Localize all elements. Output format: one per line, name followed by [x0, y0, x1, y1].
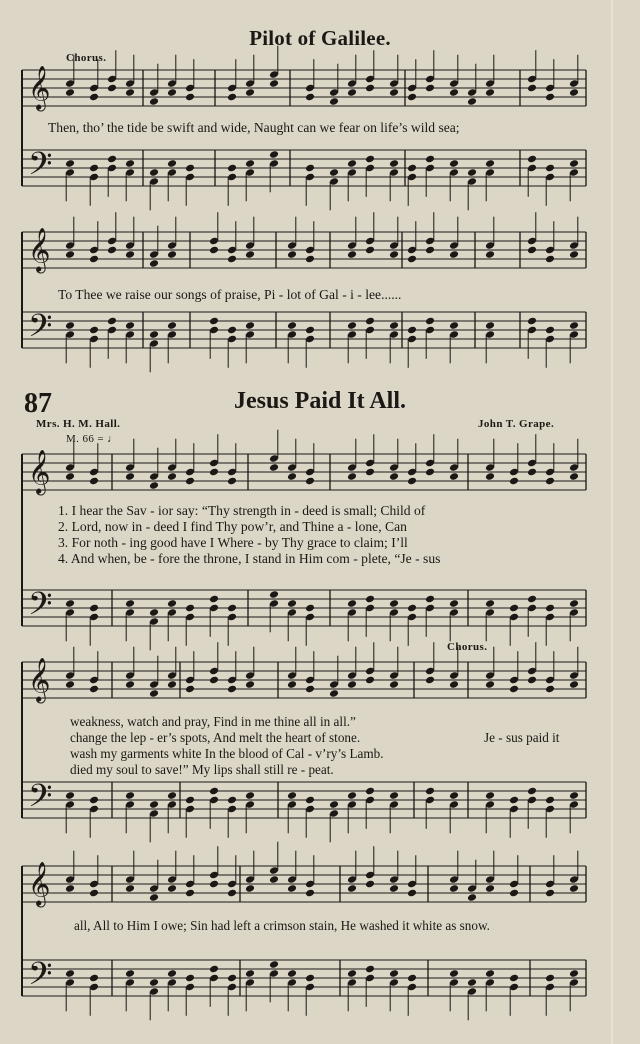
- note-head: [227, 685, 237, 694]
- clef-icon: 𝄢: [28, 307, 53, 352]
- note-head: [167, 969, 177, 978]
- note-head: [425, 787, 435, 796]
- note-head: [569, 159, 579, 168]
- note-head: [65, 159, 75, 168]
- note-head: [245, 88, 255, 97]
- clef-icon: 𝄞: [28, 227, 51, 272]
- note-head: [329, 168, 339, 177]
- note-head: [287, 250, 297, 259]
- note-head: [527, 317, 537, 326]
- note-head: [245, 969, 255, 978]
- note-head: [209, 965, 219, 974]
- note-head: [305, 685, 315, 694]
- note-head: [485, 791, 495, 800]
- note-head: [485, 599, 495, 608]
- note-head: [545, 685, 555, 694]
- note-head: [389, 159, 399, 168]
- note-head: [449, 472, 459, 481]
- tempo-marking: M. 66 = ♩: [66, 433, 119, 445]
- note-head: [227, 326, 237, 335]
- note-head: [527, 787, 537, 796]
- note-head: [407, 93, 417, 102]
- note-head: [389, 680, 399, 689]
- note-head: [167, 472, 177, 481]
- note-head: [149, 978, 159, 987]
- note-head: [227, 164, 237, 173]
- note-head: [449, 884, 459, 893]
- note-head: [365, 317, 375, 326]
- note-head: [167, 884, 177, 893]
- note-head: [149, 608, 159, 617]
- note-head: [449, 599, 459, 608]
- note-head: [389, 88, 399, 97]
- verse-2-line-b: change the lep - er’s spots, And melt the heart of stone.: [70, 730, 361, 745]
- note-head: [185, 796, 195, 805]
- note-head: [485, 159, 495, 168]
- chorus-opening-words: Je - sus paid it: [484, 730, 560, 745]
- note-head: [545, 604, 555, 613]
- note-head: [167, 791, 177, 800]
- note-head: [527, 155, 537, 164]
- note-head: [185, 164, 195, 173]
- note-head: [227, 796, 237, 805]
- note-head: [509, 685, 519, 694]
- note-head: [125, 791, 135, 800]
- note-head: [329, 97, 339, 106]
- note-head: [287, 599, 297, 608]
- note-head: [365, 595, 375, 604]
- note-head: [167, 250, 177, 259]
- note-head: [185, 974, 195, 983]
- note-head: [305, 477, 315, 486]
- note-head: [89, 477, 99, 486]
- note-head: [305, 255, 315, 264]
- note-head: [407, 326, 417, 335]
- note-head: [209, 246, 219, 255]
- note-head: [569, 599, 579, 608]
- note-head: [347, 680, 357, 689]
- note-head: [407, 255, 417, 264]
- note-head: [545, 477, 555, 486]
- note-head: [509, 796, 519, 805]
- note-head: [365, 155, 375, 164]
- note-head: [65, 884, 75, 893]
- note-head: [125, 159, 135, 168]
- note-head: [65, 250, 75, 259]
- note-head: [89, 93, 99, 102]
- hymn2-author: Mrs. H. M. Hall.: [36, 418, 121, 430]
- note-head: [125, 599, 135, 608]
- verse-3-line-b: wash my garments white In the blood of Cal - v’ry’s Lamb.: [70, 746, 384, 761]
- note-head: [407, 164, 417, 173]
- note-head: [227, 889, 237, 898]
- note-head: [425, 468, 435, 477]
- note-head: [209, 317, 219, 326]
- note-head: [569, 472, 579, 481]
- note-head: [89, 326, 99, 335]
- note-head: [425, 595, 435, 604]
- note-head: [287, 884, 297, 893]
- clef-icon: 𝄞: [28, 861, 51, 906]
- note-head: [269, 960, 279, 969]
- note-head: [305, 796, 315, 805]
- note-head: [269, 79, 279, 88]
- note-head: [545, 93, 555, 102]
- note-head: [425, 155, 435, 164]
- note-head: [527, 595, 537, 604]
- note-head: [89, 685, 99, 694]
- note-head: [269, 463, 279, 472]
- note-head: [569, 250, 579, 259]
- note-head: [305, 974, 315, 983]
- note-head: [389, 599, 399, 608]
- note-head: [125, 321, 135, 330]
- note-head: [545, 326, 555, 335]
- note-head: [509, 604, 519, 613]
- note-head: [245, 250, 255, 259]
- note-head: [509, 477, 519, 486]
- note-head: [449, 680, 459, 689]
- note-head: [65, 791, 75, 800]
- note-head: [287, 472, 297, 481]
- note-head: [209, 880, 219, 889]
- note-head: [329, 800, 339, 809]
- note-head: [569, 969, 579, 978]
- note-head: [167, 159, 177, 168]
- note-head: [149, 97, 159, 106]
- hymn1-chorus-label: Chorus.: [66, 52, 107, 64]
- note-head: [107, 317, 117, 326]
- note-head: [467, 97, 477, 106]
- clef-icon: 𝄞: [28, 65, 51, 110]
- note-head: [65, 472, 75, 481]
- note-head: [389, 884, 399, 893]
- note-head: [89, 164, 99, 173]
- note-head: [449, 159, 459, 168]
- verse-3-line-a: 3. For noth - ing good have I Where - by Thy grace to claim; I’ll: [58, 535, 408, 550]
- clef-icon: 𝄞: [28, 657, 51, 702]
- chorus-lyric-line: all, All to Him I owe; Sin had left a crimson stain, He washed it white as snow.: [74, 918, 490, 933]
- note-head: [407, 477, 417, 486]
- note-head: [149, 259, 159, 268]
- note-head: [389, 250, 399, 259]
- note-head: [125, 250, 135, 259]
- note-head: [107, 246, 117, 255]
- note-head: [125, 884, 135, 893]
- note-head: [527, 84, 537, 93]
- note-head: [209, 676, 219, 685]
- note-head: [467, 978, 477, 987]
- clef-icon: 𝄢: [28, 145, 53, 190]
- verse-1-line-b: weakness, watch and pray, Find in me thine all in all.”: [70, 714, 356, 729]
- note-head: [167, 321, 177, 330]
- note-head: [347, 599, 357, 608]
- note-head: [485, 969, 495, 978]
- note-head: [89, 889, 99, 898]
- note-head: [449, 969, 459, 978]
- note-head: [125, 969, 135, 978]
- note-head: [347, 472, 357, 481]
- note-head: [65, 680, 75, 689]
- note-head: [305, 326, 315, 335]
- note-head: [347, 791, 357, 800]
- note-head: [425, 676, 435, 685]
- note-head: [287, 969, 297, 978]
- note-head: [569, 791, 579, 800]
- note-head: [167, 599, 177, 608]
- note-head: [485, 88, 495, 97]
- note-head: [485, 472, 495, 481]
- hymn1-title: Pilot of Galilee.: [249, 26, 391, 50]
- note-head: [149, 800, 159, 809]
- note-head: [185, 685, 195, 694]
- hymn2-chorus-label: Chorus.: [447, 641, 488, 653]
- note-head: [365, 84, 375, 93]
- note-head: [365, 676, 375, 685]
- note-head: [245, 321, 255, 330]
- hymn1-lyric-line-1: Then, tho’ the tide be swift and wide, Naught can we fear on life’s wild sea;: [48, 120, 460, 135]
- note-head: [365, 468, 375, 477]
- note-head: [329, 689, 339, 698]
- note-head: [347, 88, 357, 97]
- note-head: [425, 246, 435, 255]
- note-head: [449, 250, 459, 259]
- note-head: [185, 93, 195, 102]
- note-head: [389, 321, 399, 330]
- note-head: [569, 88, 579, 97]
- note-head: [509, 974, 519, 983]
- note-head: [65, 88, 75, 97]
- note-head: [269, 590, 279, 599]
- note-head: [209, 787, 219, 796]
- note-head: [569, 321, 579, 330]
- verse-4-line-b: died my soul to save!” My lips shall still re - peat.: [70, 762, 334, 777]
- note-head: [485, 884, 495, 893]
- note-head: [347, 250, 357, 259]
- note-head: [107, 155, 117, 164]
- hymn2-composer: John T. Grape.: [478, 418, 555, 430]
- note-head: [167, 88, 177, 97]
- verse-1-line-a: 1. I hear the Sav - ior say: “Thy strength in - deed is small; Child of: [58, 503, 426, 518]
- note-head: [467, 893, 477, 902]
- note-head: [527, 676, 537, 685]
- note-head: [185, 477, 195, 486]
- clef-icon: 𝄢: [28, 955, 53, 1000]
- note-head: [407, 604, 417, 613]
- note-head: [245, 680, 255, 689]
- note-head: [569, 884, 579, 893]
- note-head: [269, 875, 279, 884]
- note-head: [347, 969, 357, 978]
- note-head: [287, 321, 297, 330]
- note-head: [425, 84, 435, 93]
- note-head: [545, 164, 555, 173]
- note-head: [305, 93, 315, 102]
- note-head: [545, 974, 555, 983]
- note-head: [389, 969, 399, 978]
- verse-2-line-a: 2. Lord, now in - deed I find Thy pow’r, and Thine a - lone, Can: [58, 519, 407, 534]
- note-head: [569, 680, 579, 689]
- note-head: [449, 88, 459, 97]
- note-head: [305, 164, 315, 173]
- note-head: [227, 93, 237, 102]
- note-head: [227, 255, 237, 264]
- note-head: [347, 884, 357, 893]
- note-head: [227, 477, 237, 486]
- note-head: [107, 84, 117, 93]
- note-head: [89, 255, 99, 264]
- note-head: [545, 255, 555, 264]
- note-head: [347, 321, 357, 330]
- note-head: [365, 965, 375, 974]
- note-head: [245, 791, 255, 800]
- note-head: [209, 595, 219, 604]
- note-head: [149, 330, 159, 339]
- note-head: [209, 468, 219, 477]
- note-head: [407, 889, 417, 898]
- note-head: [509, 889, 519, 898]
- note-head: [149, 893, 159, 902]
- clef-icon: 𝄞: [28, 449, 51, 494]
- note-head: [89, 796, 99, 805]
- note-head: [65, 599, 75, 608]
- note-head: [527, 246, 537, 255]
- clef-icon: 𝄢: [28, 777, 53, 822]
- note-head: [149, 168, 159, 177]
- note-head: [227, 974, 237, 983]
- note-head: [527, 468, 537, 477]
- note-head: [65, 321, 75, 330]
- note-head: [305, 889, 315, 898]
- note-head: [149, 481, 159, 490]
- note-head: [545, 796, 555, 805]
- note-head: [407, 974, 417, 983]
- note-head: [245, 159, 255, 168]
- note-head: [89, 604, 99, 613]
- note-head: [245, 884, 255, 893]
- note-head: [227, 604, 237, 613]
- note-head: [287, 791, 297, 800]
- note-head: [347, 159, 357, 168]
- note-head: [467, 168, 477, 177]
- hymn-number: 87: [24, 388, 52, 419]
- note-head: [389, 791, 399, 800]
- note-head: [485, 680, 495, 689]
- note-head: [365, 880, 375, 889]
- note-head: [125, 88, 135, 97]
- note-head: [185, 604, 195, 613]
- hymn2-title: Jesus Paid It All.: [233, 388, 407, 414]
- note-head: [545, 889, 555, 898]
- note-head: [365, 787, 375, 796]
- note-head: [365, 246, 375, 255]
- note-head: [449, 791, 459, 800]
- clef-icon: 𝄢: [28, 585, 53, 630]
- note-head: [305, 604, 315, 613]
- note-head: [125, 472, 135, 481]
- note-head: [167, 680, 177, 689]
- note-head: [449, 321, 459, 330]
- note-head: [389, 472, 399, 481]
- hymn1-lyric-line-2: To Thee we raise our songs of praise, Pi - lot of Gal - i - lee......: [58, 287, 402, 302]
- note-head: [185, 889, 195, 898]
- note-head: [125, 680, 135, 689]
- note-head: [149, 689, 159, 698]
- note-head: [269, 150, 279, 159]
- note-head: [65, 969, 75, 978]
- note-head: [287, 680, 297, 689]
- note-head: [485, 250, 495, 259]
- note-head: [89, 974, 99, 983]
- verse-4-line-a: 4. And when, be - fore the throne, I stand in Him com - plete, “Je - sus: [58, 551, 441, 566]
- note-head: [425, 317, 435, 326]
- note-head: [485, 321, 495, 330]
